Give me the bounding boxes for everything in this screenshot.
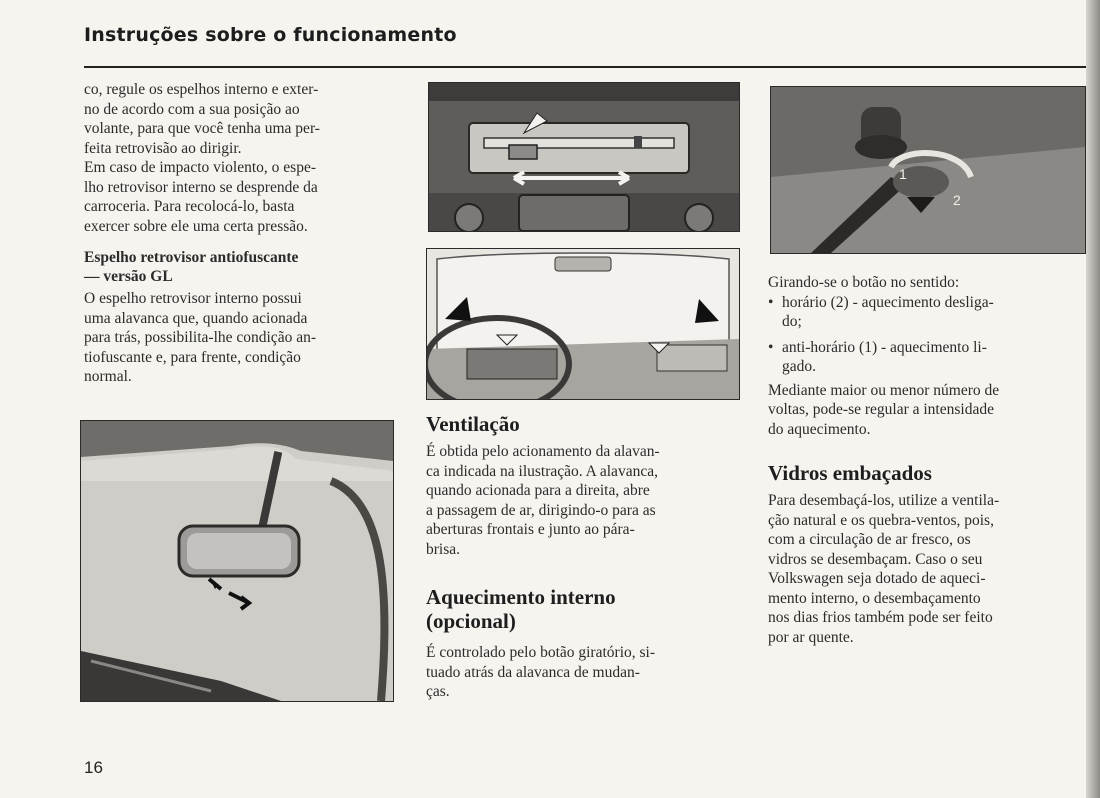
paragraph-knob-intro: Girando-se o botão no sentido: xyxy=(768,274,960,291)
text-line: Para desembaçá-los, utilize a ventila- xyxy=(768,492,1000,509)
text-line: lho retrovisor interno se desprende da xyxy=(84,178,318,196)
text-line: normal. xyxy=(84,368,132,385)
text-line: ção natural e os quebra-ventos, pois, xyxy=(768,511,994,529)
text-line: — versão GL xyxy=(84,268,173,285)
page-number: 16 xyxy=(84,758,103,777)
paragraph-heat-intensity xyxy=(768,381,1080,440)
text-line: do aquecimento. xyxy=(768,420,871,438)
text-line: horário (2) - aquecimento desliga- xyxy=(782,293,994,311)
text-line: carroceria. Para recolocá-lo, basta xyxy=(84,198,295,215)
paragraph-mirror-adjust xyxy=(84,80,394,158)
text-line: quando acionada para a direita, abre xyxy=(426,482,650,499)
text-line: gado. xyxy=(782,358,817,375)
figure-dashboard-vents xyxy=(426,248,740,400)
heading-aquecimento xyxy=(426,585,736,633)
page-edge-shadow xyxy=(1086,0,1100,798)
text-line: aberturas frontais e junto ao pára- xyxy=(426,521,635,538)
text-line: do; xyxy=(782,313,802,330)
text-line: (opcional) xyxy=(426,609,516,633)
column-3 xyxy=(768,273,1080,647)
text-line: tuado atrás da alavanca de mudan- xyxy=(426,663,640,681)
text-line: no de acordo com a sua posição ao xyxy=(84,100,300,118)
knob-label-1: 1 xyxy=(899,166,907,182)
text-line: anti-horário (1) - aquecimento li- xyxy=(782,338,987,356)
paragraph-mirror-impact xyxy=(84,158,394,236)
text-line: Aquecimento interno xyxy=(426,585,616,609)
figure-ventilation-lever xyxy=(428,82,740,232)
text-line: Mediante maior ou menor número de xyxy=(768,381,1000,399)
figure-rearview-mirror xyxy=(80,420,394,702)
paragraph-aquecimento xyxy=(426,643,736,702)
bullet-icon: • xyxy=(768,338,774,356)
page-header-title: Instruções sobre o funcionamento xyxy=(84,24,457,46)
paragraph-antiglare xyxy=(84,289,394,387)
knob-label-2: 2 xyxy=(953,192,961,208)
text-line: exercer sobre ele uma certa pressão. xyxy=(84,217,308,235)
bullet-icon: • xyxy=(768,293,774,311)
heading-vidros-embacados: Vidros embaçados xyxy=(768,461,932,485)
column-1 xyxy=(84,80,394,387)
text-line: co, regule os espelhos interno e exter- xyxy=(84,81,319,98)
text-line: a passagem de ar, dirigindo-o para as xyxy=(426,501,656,519)
knob-direction-list xyxy=(768,293,1080,377)
list-item xyxy=(768,293,1080,332)
subheading-antiglare-mirror xyxy=(84,248,394,286)
header-rule xyxy=(84,66,1086,68)
text-line: por ar quente. xyxy=(768,628,854,646)
paragraph-vidros xyxy=(768,491,1080,647)
text-line: para trás, possibilita-lhe condição an- xyxy=(84,329,316,346)
text-line: O espelho retrovisor interno possui xyxy=(84,290,302,307)
text-line: feita retrovisão ao dirigir. xyxy=(84,139,242,157)
text-line: volante, para que você tenha uma per- xyxy=(84,120,320,137)
text-line: voltas, pode-se regular a intensidade xyxy=(768,401,994,418)
figure-heater-knob xyxy=(770,86,1086,254)
text-line: com a circulação de ar fresco, os xyxy=(768,531,971,548)
list-item xyxy=(768,338,1080,377)
text-line: ca indicada na ilustração. A alavanca, xyxy=(426,462,658,480)
text-line: uma alavanca que, quando acionada xyxy=(84,309,308,327)
text-line: vidros se desembaçam. Caso o seu xyxy=(768,550,983,568)
text-line: mento interno, o desembaçamento xyxy=(768,589,981,607)
text-line: É obtida pelo acionamento da alavan- xyxy=(426,443,660,460)
column-2 xyxy=(426,410,736,702)
text-line: nos dias frios também pode ser feito xyxy=(768,609,993,626)
text-line: É controlado pelo botão giratório, si- xyxy=(426,644,655,661)
heading-ventilacao: Ventilação xyxy=(426,412,520,436)
paragraph-ventilacao xyxy=(426,442,736,559)
text-line: Espelho retrovisor antiofuscante xyxy=(84,249,299,266)
text-line: ças. xyxy=(426,683,450,700)
text-line: Em caso de impacto violento, o espe- xyxy=(84,159,317,176)
text-line: Volkswagen seja dotado de aqueci- xyxy=(768,570,986,587)
text-line: brisa. xyxy=(426,540,461,558)
text-line: tiofuscante e, para frente, condição xyxy=(84,348,301,366)
